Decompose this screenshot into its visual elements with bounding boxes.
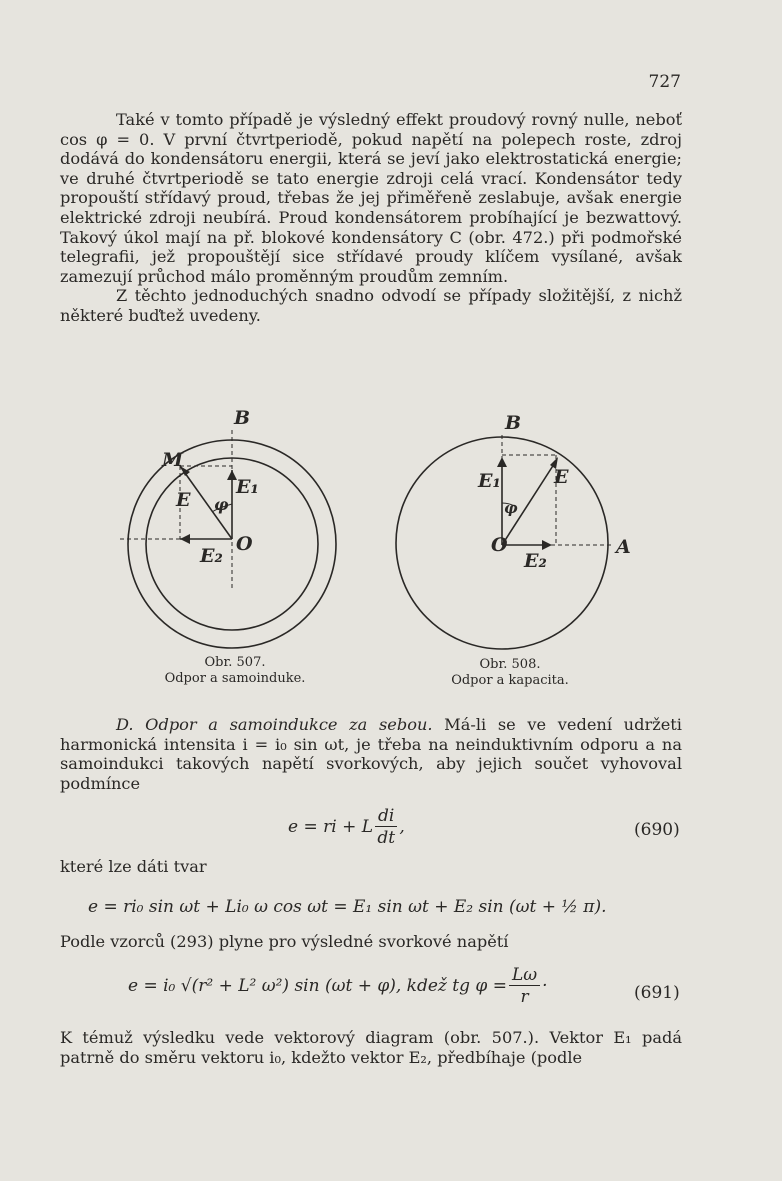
- label-O: O: [236, 533, 253, 555]
- eq691-tail: ·: [542, 976, 548, 996]
- text-podle: Podle vzorců (293) plyne pro výsledné svorkové napětí: [60, 932, 509, 951]
- figure-507-number: Obr. 507.: [204, 655, 266, 670]
- page-number: 727: [648, 72, 681, 92]
- label-E2: E₂: [200, 545, 223, 567]
- label-O: O: [491, 534, 508, 556]
- figure-508-number: Obr. 508.: [479, 657, 541, 672]
- eq690-lhs: e = ri + L: [288, 817, 374, 837]
- label-E1: E₁: [478, 470, 501, 492]
- equation-690: [288, 806, 405, 849]
- paragraph-last: K témuž výsledku vede vektorový diagram (obr. 507.). Vektor E₁ padá patrně do směru vektoru i₀, kdežto vektor E₂, předbíhaje (podle: [60, 1028, 682, 1067]
- arrow-E2: [542, 540, 552, 550]
- eq691-number: (691): [634, 983, 680, 1003]
- label-E: E: [554, 466, 569, 488]
- label-phi: φ: [214, 495, 229, 514]
- paragraph-last-block: [60, 1028, 682, 1067]
- eq691-fraction: [509, 965, 540, 1008]
- figure-508-title: Odpor a kapacita.: [451, 673, 569, 688]
- label-phi: φ: [504, 499, 518, 517]
- eq691-denominator: r: [520, 987, 529, 1007]
- equation-691: [128, 965, 548, 1008]
- label-E: E: [176, 489, 191, 511]
- label-M: M: [162, 449, 184, 471]
- figure-507-title: Odpor a samoinduke.: [164, 671, 306, 686]
- paragraph-intro: [60, 110, 682, 326]
- label-A: A: [616, 536, 631, 558]
- arrow-E1: [497, 457, 507, 467]
- label-E1: E₁: [236, 476, 259, 498]
- eq690-fraction: [375, 806, 397, 849]
- label-B: B: [505, 412, 522, 434]
- eq691-numerator: Lω: [509, 965, 540, 986]
- paragraph-2: Z těchto jednoduchých snadno odvodí se případy složitější, z nichž některé buďtež uvedeny.: [60, 286, 682, 325]
- figure-508-caption: [405, 657, 615, 689]
- text-tvar: které lze dáti tvar: [60, 857, 207, 876]
- eq691-lhs: e = i₀ √(r² + L² ω²) sin (ωt + φ), kdež tg φ =: [128, 976, 507, 996]
- eq690-number: (690): [634, 820, 680, 840]
- arrow-E2: [180, 534, 190, 544]
- figure-508-diagram: [390, 405, 640, 655]
- paragraph-1: Také v tomto případě je výsledný effekt proudový rovný nulle, neboť cos φ = 0. V první čtvrtperiodě, pokud napětí na polepech roste, zdroj dodává do kondensátoru energii, která se jeví jako elektrostatická energie; ve druhé čtvrtperiodě se tato energie zdroji celá vrací. Kondensátor tedy propouští střídavý proud, třebas že jej přiměřeně zeslabuje, avšak energie elektrické zdroji neubírá. Proud kondensátorem probíhající je bezwattový. Takový úkol mají na př. blokové kondensátory C (obr. 472.) při podmořské telegrafii, jež propouštějí sice střídavé proudy klíčem vysílané, avšak zamezují průchod málo proměnným proudům zemním.: [60, 110, 682, 286]
- eq690-tail: ,: [399, 817, 405, 837]
- label-E2: E₂: [524, 550, 547, 572]
- section-d-heading: D. Odpor a samoindukce za sebou.: [116, 715, 433, 734]
- figure-507-caption: [130, 655, 340, 687]
- label-B: B: [234, 407, 251, 429]
- equation-expanded: e = ri₀ sin ωt + Li₀ ω cos ωt = E₁ sin ωt + E₂ sin (ωt + ½ π).: [88, 897, 607, 917]
- section-d: [60, 715, 682, 793]
- eq690-numerator: di: [375, 806, 397, 827]
- section-d-paragraph: [60, 715, 682, 793]
- section-d-text: Má-li se ve vedení udržeti harmonická intensita i = i₀ sin ωt, je třeba na neinduktivním odporu a na samoindukci takových napětí svorkových, aby jejich součet vyhovoval podmínce: [60, 715, 682, 793]
- figure-507-diagram: [110, 400, 350, 650]
- eq690-denominator: dt: [377, 828, 396, 848]
